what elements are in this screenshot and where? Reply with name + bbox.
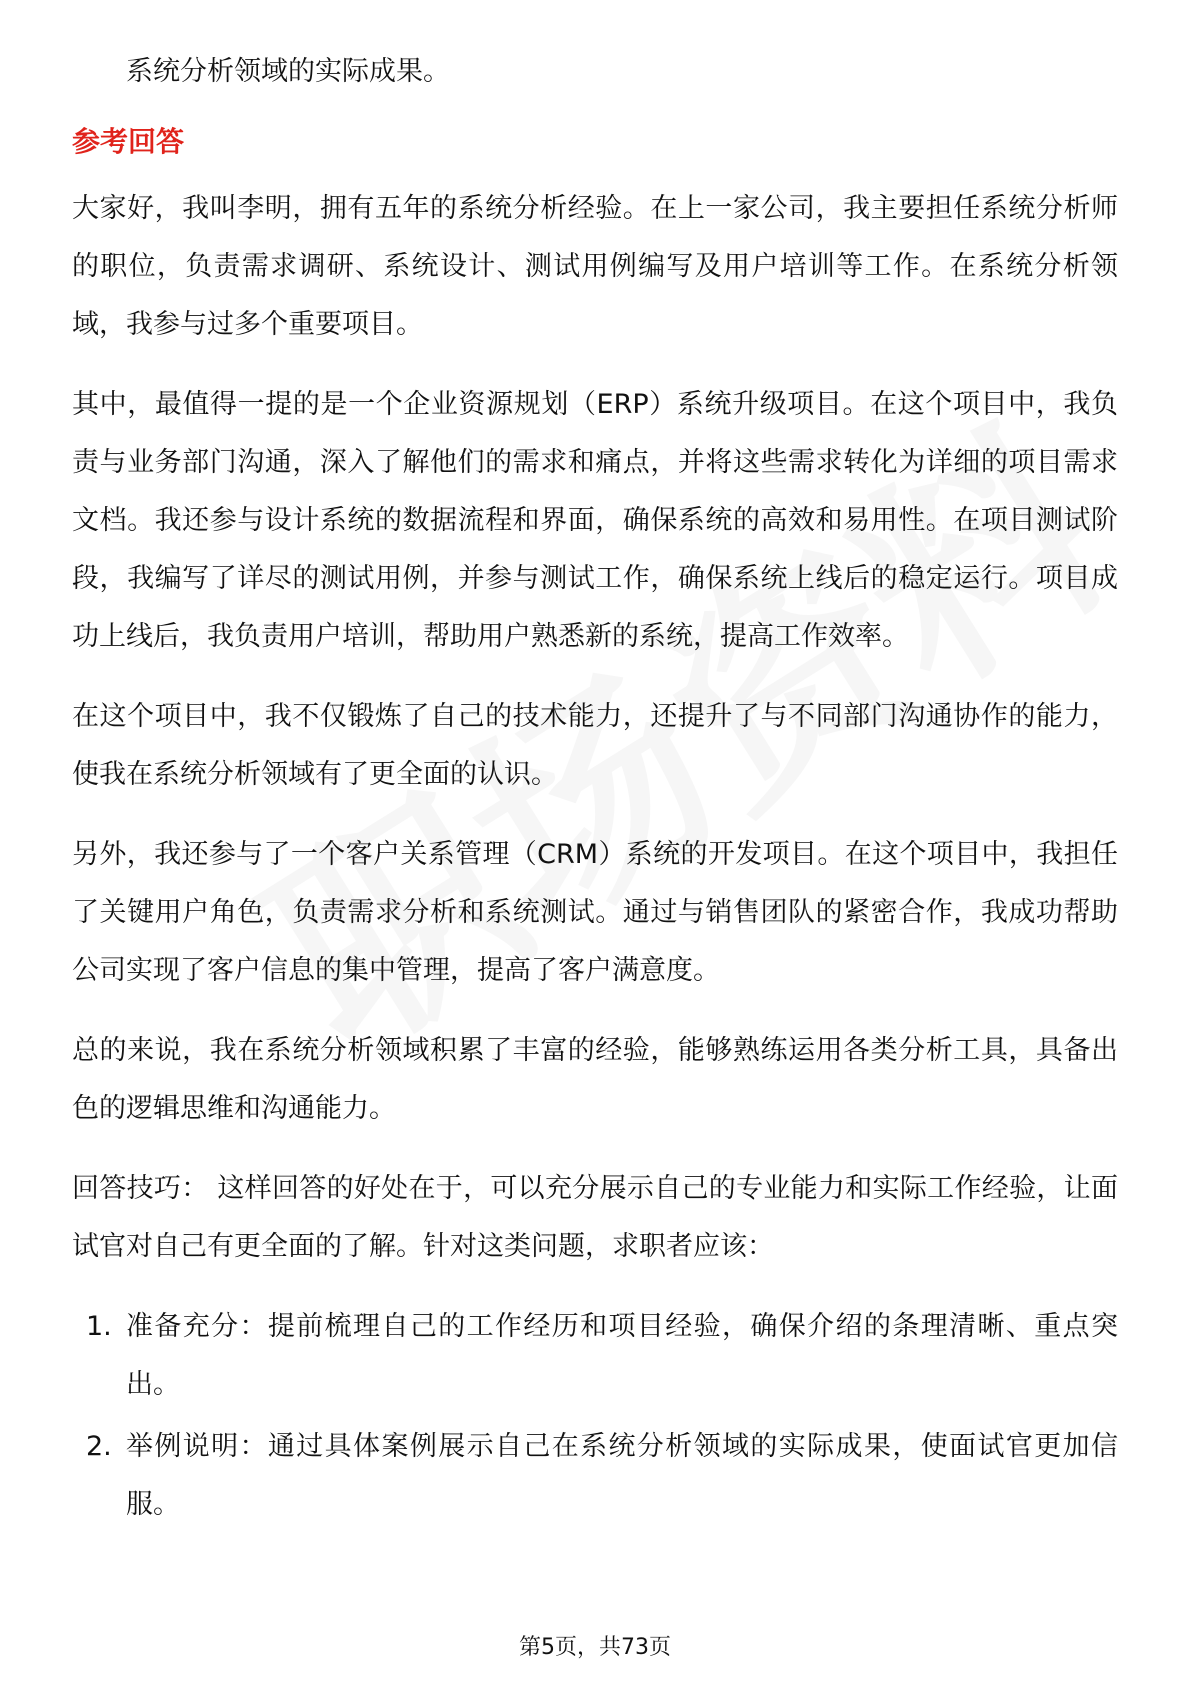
- paragraph-erp-project: 其中，最值得一提的是一个企业资源规划（ERP）系统升级项目。在这个项目中，我负责与业务部门沟通，深入了解他们的需求和痛点，并将这些需求转化为详细的项目需求文档。我还参与设计系统的数据流程和界面，确保系统的高效和易用性。在项目测试阶段，我编写了详尽的测试用例，并参与测试工作，确保系统上线后的稳定运行。项目成功上线后，我负责用户培训，帮助用户熟悉新的系统，提高工作效率。: [72, 389, 1118, 652]
- list-item: [72, 1298, 1118, 1414]
- list-number: 1.: [86, 1311, 112, 1342]
- tips-list: [72, 1298, 1118, 1534]
- paragraph-project-gains: 在这个项目中，我不仅锻炼了自己的技术能力，还提升了与不同部门沟通协作的能力，使我在系统分析领域有了更全面的认识。: [72, 701, 1118, 790]
- list-item: [72, 1418, 1118, 1534]
- paragraph-summary: 总的来说，我在系统分析领域积累了丰富的经验，能够熟练运用各类分析工具，具备出色的逻辑思维和沟通能力。: [72, 1035, 1118, 1124]
- tips-intro: 回答技巧： 这样回答的好处在于，可以充分展示自己的专业能力和实际工作经验，让面试官对自己有更全面的了解。针对这类问题，求职者应该：: [72, 1173, 1118, 1262]
- document-page: [72, 40, 1118, 1538]
- continued-line: 系统分析领域的实际成果。: [126, 56, 450, 87]
- paragraph-crm-project: 另外，我还参与了一个客户关系管理（CRM）系统的开发项目。在这个项目中，我担任了关键用户角色，负责需求分析和系统测试。通过与销售团队的紧密合作，我成功帮助公司实现了客户信息的集中管理，提高了客户满意度。: [72, 839, 1118, 986]
- list-text: 准备充分：提前梳理自己的工作经历和项目经验，确保介绍的条理清晰、重点突出。: [126, 1311, 1118, 1400]
- list-number: 2.: [86, 1431, 112, 1462]
- paragraph-intro: 大家好，我叫李明，拥有五年的系统分析经验。在上一家公司，我主要担任系统分析师的职位，负责需求调研、系统设计、测试用例编写及用户培训等工作。在系统分析领域，我参与过多个重要项目。: [72, 193, 1118, 340]
- page-footer: 第5页，共73页: [519, 1635, 671, 1660]
- section-heading: 参考回答: [72, 125, 185, 158]
- list-text: 举例说明：通过具体案例展示自己在系统分析领域的实际成果，使面试官更加信服。: [126, 1431, 1118, 1520]
